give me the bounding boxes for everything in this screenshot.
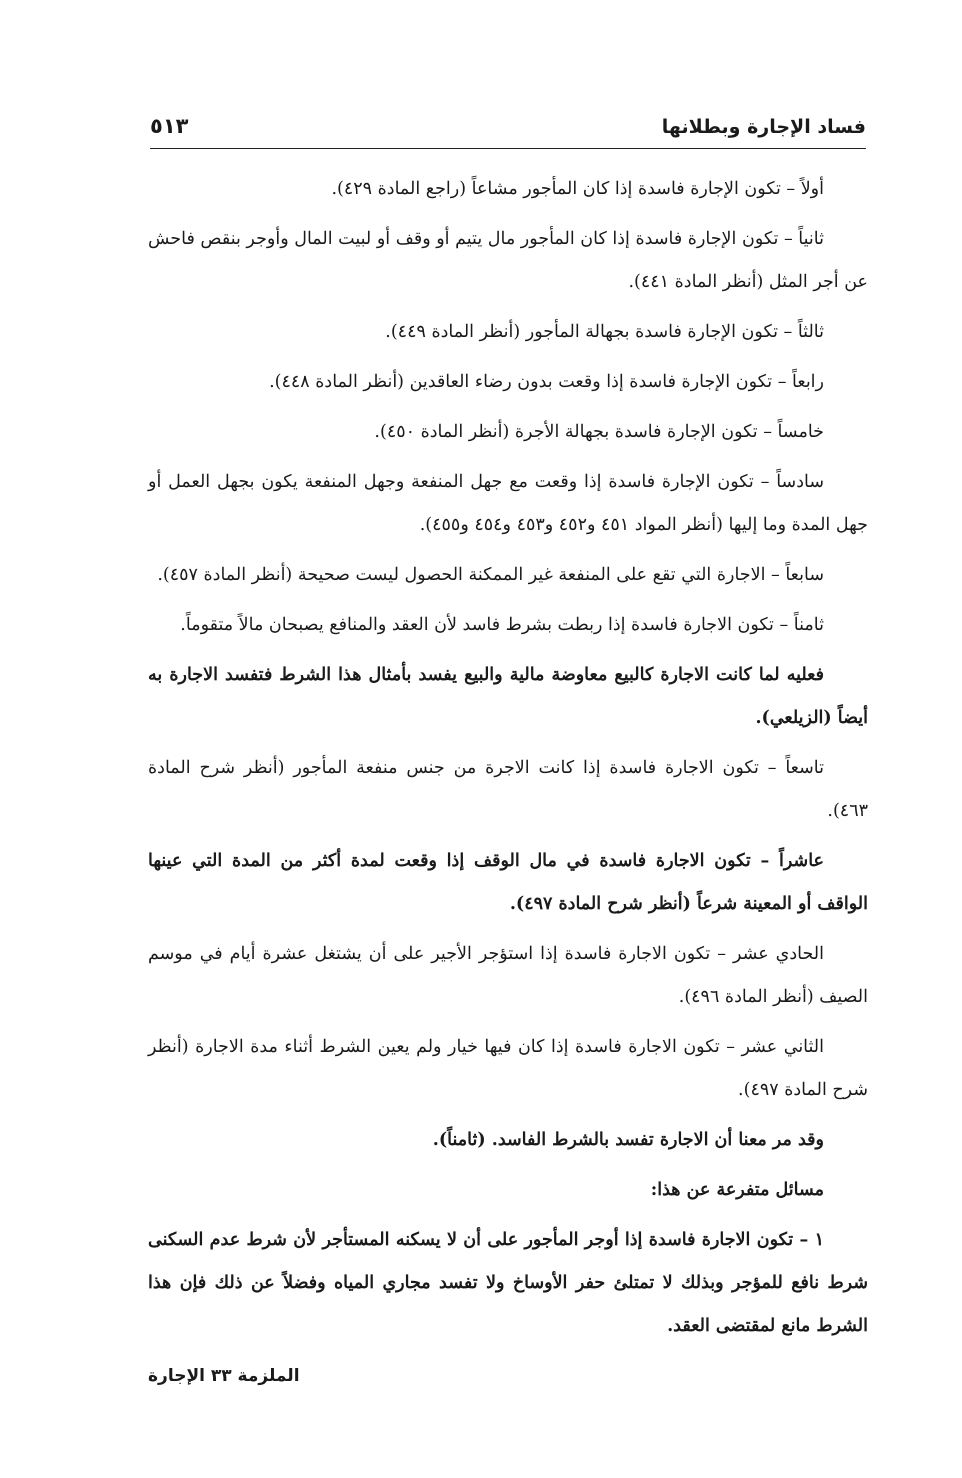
signature-mark: الملزمة ٣٣ الإجارة	[148, 1366, 300, 1386]
paragraph-ninth: تاسعاً – تكون الاجارة فاسدة إذا كانت الاجرة من جنس منفعة المأجور (أنظر شرح المادة ٤٦٣).	[148, 758, 868, 821]
paragraph-subheading: مسائل متفرعة عن هذا:	[650, 1180, 824, 1200]
body-text	[148, 168, 868, 1355]
paragraph-seventh: سابعاً – الاجارة التي تقع على المنفعة غير الممكنة الحصول ليست صحيحة (أنظر المادة ٤٥٧).	[157, 565, 824, 585]
paragraph-fourth: رابعاً – تكون الإجارة فاسدة إذا وقعت بدون رضاء العاقدين (أنظر المادة ٤٤٨).	[269, 372, 824, 392]
paragraph-second: ثانياً – تكون الإجارة فاسدة إذا كان المأجور مال يتيم أو وقف أو لبيت المال وأوجر بنقص فاحش عن أجر المثل (أنظر المادة ٤٤١).	[148, 229, 868, 292]
paragraph-third: ثالثاً – تكون الإجارة فاسدة بجهالة المأجور (أنظر المادة ٤٤٩).	[385, 322, 824, 342]
paragraph-sixth: سادساً – تكون الإجارة فاسدة إذا وقعت مع جهل المنفعة وجهل المنفعة يكون بجهل العمل أو جهل المدة وما إليها (أنظر المواد ٤٥١ و٤٥٢ و٤٥٣ و٤٥٤ و٤٥٥).	[148, 472, 868, 535]
header-rule	[150, 148, 866, 149]
header-title: فساد الإجارة وبطلانها	[661, 116, 866, 138]
paragraph-first: أولاً – تكون الإجارة فاسدة إذا كان المأجور مشاعاً (راجع المادة ٤٢٩).	[331, 179, 824, 199]
paragraph-issue-one: ١ – تكون الاجارة فاسدة إذا أوجر المأجور على أن لا يسكنه المستأجر لأن شرط عدم السكنى شرط نافع للمؤجر وبذلك لا تمتلئ حفر الأوساخ ولا تفسد مجاري المياه وفضلاً عن ذلك فإن هذا الشرط مانع لمقتضى العقد.	[148, 1230, 868, 1336]
paragraph-explanation: فعليه لما كانت الاجارة كالبيع معاوضة مالية والبيع يفسد بأمثال هذا الشرط فتفسد الاجارة به أيضاً (الزيلعي).	[148, 665, 868, 728]
paragraph-eighth: ثامناً – تكون الاجارة فاسدة إذا ربطت بشرط فاسد لأن العقد والمنافع يصبحان مالاً متقوماً.	[180, 615, 824, 635]
paragraph-eleventh: الحادي عشر – تكون الاجارة فاسدة إذا استؤجر الأجير على أن يشتغل عشرة أيام في موسم الصيف (أنظر المادة ٤٩٦).	[148, 944, 868, 1007]
page-number: ٥١٣	[150, 114, 189, 138]
paragraph-note: وقد مر معنا أن الاجارة تفسد بالشرط الفاسد. (ثامناً).	[432, 1130, 824, 1150]
paragraph-twelfth: الثاني عشر – تكون الاجارة فاسدة إذا كان فيها خيار ولم يعين الشرط أثناء مدة الاجارة (أنظر شرح المادة ٤٩٧).	[148, 1037, 868, 1100]
paragraph-tenth: عاشراً – تكون الاجارة فاسدة في مال الوقف إذا وقعت لمدة أكثر من المدة التي عينها الواقف أو المعينة شرعاً (أنظر شرح المادة ٤٩٧).	[148, 851, 868, 914]
paragraph-fifth: خامساً – تكون الإجارة فاسدة بجهالة الأجرة (أنظر المادة ٤٥٠).	[374, 422, 824, 442]
running-header	[150, 112, 866, 146]
